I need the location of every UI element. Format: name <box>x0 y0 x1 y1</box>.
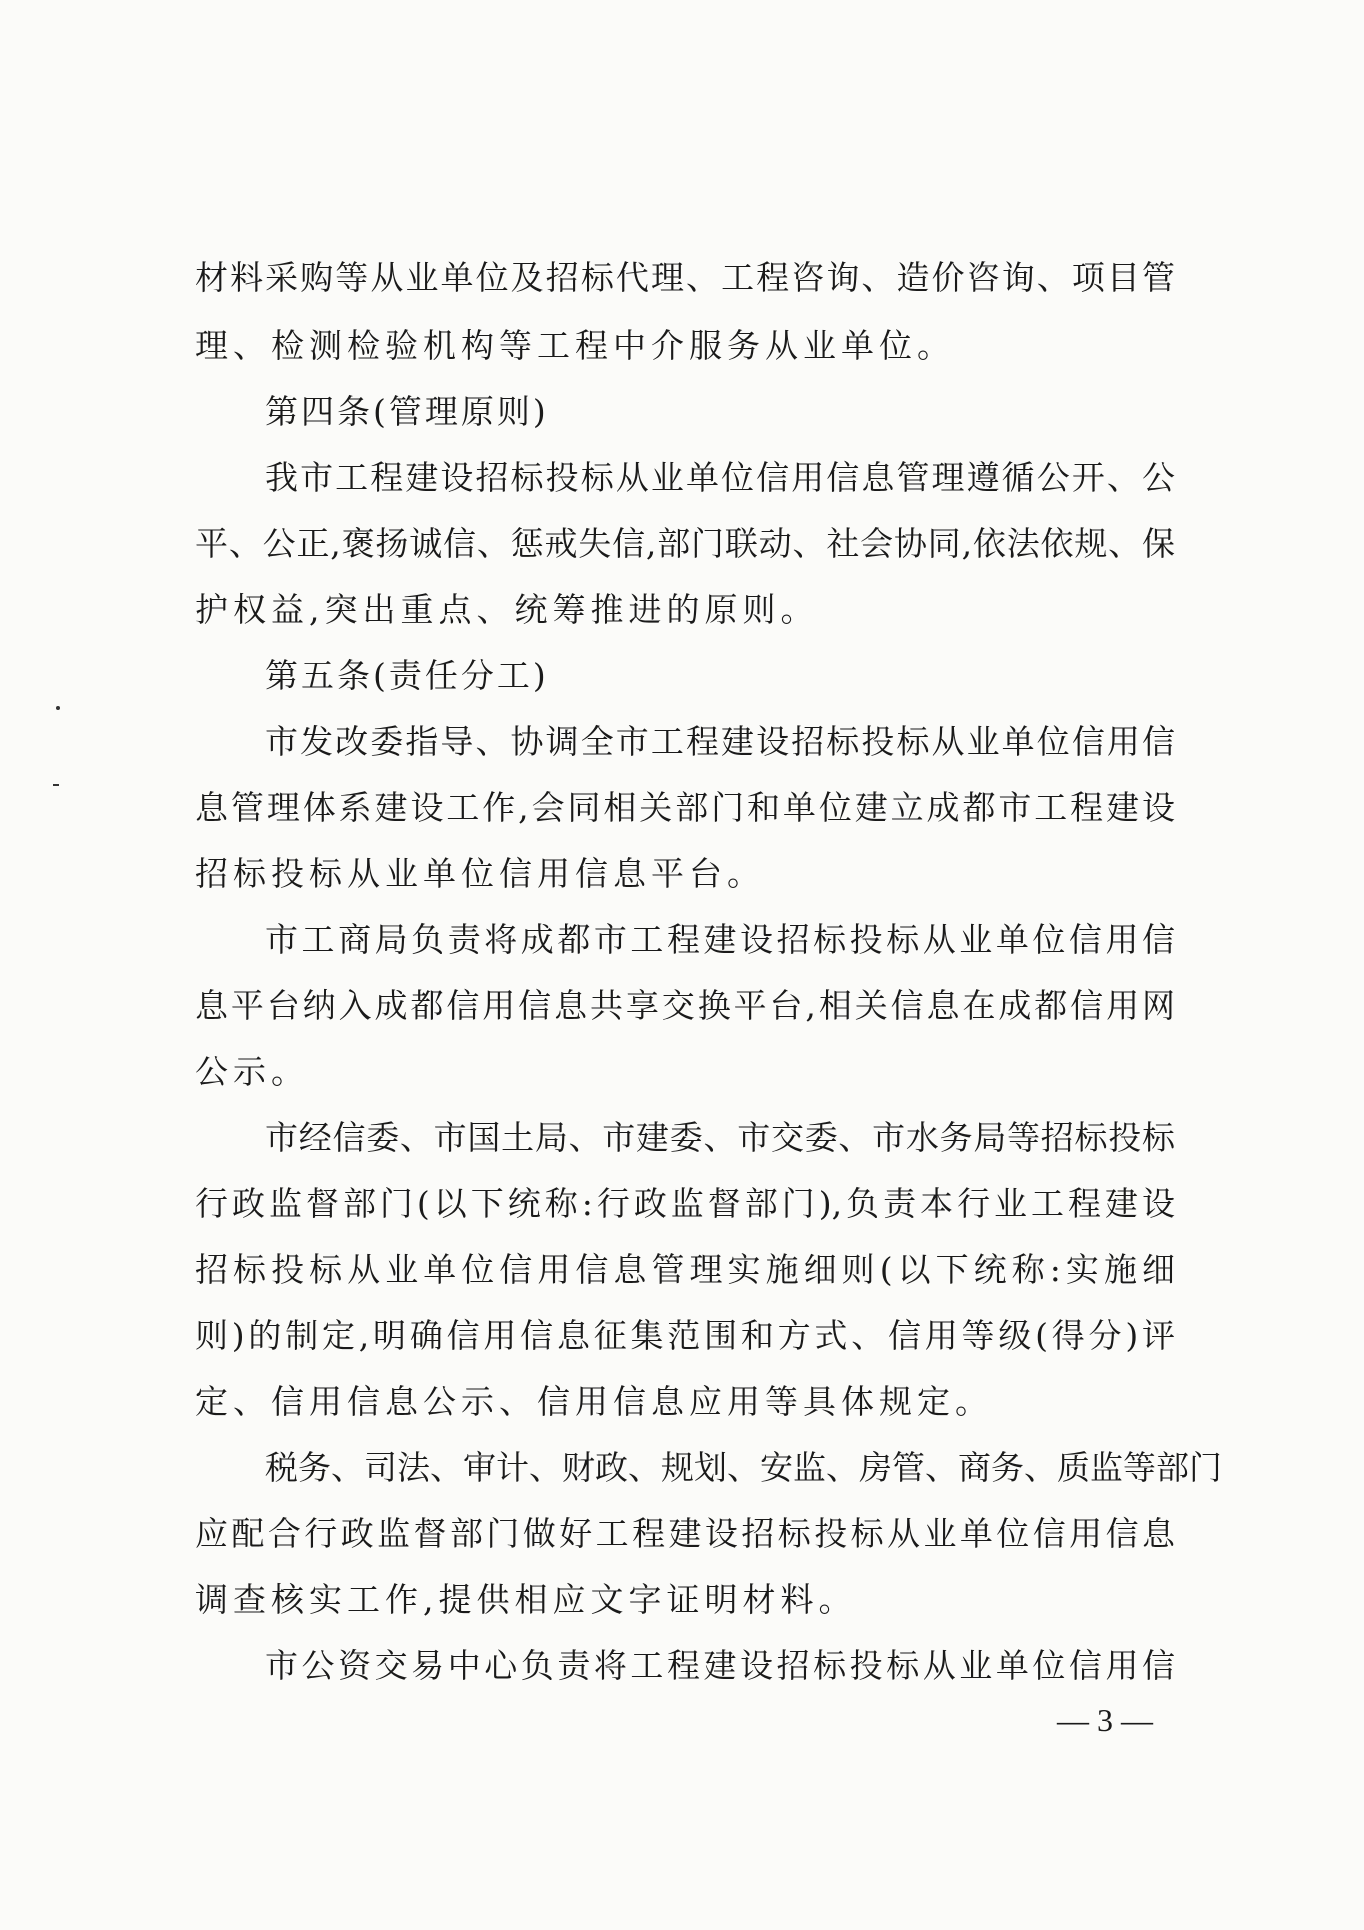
paragraph-line: 理、检测检验机构等工程中介服务从业单位。 <box>195 326 955 365</box>
page-number: — 3 — <box>1057 1702 1153 1738</box>
paragraph-line: 则)的制定,明确信用信息征集范围和方式、信用等级(得分)评 <box>195 1316 1175 1355</box>
paragraph-line: 息管理体系建设工作,会同相关部门和单位建立成都市工程建设 <box>195 788 1175 827</box>
paragraph-line: 市经信委、市国土局、市建委、市交委、市水务局等招标投标 <box>265 1118 1175 1157</box>
article-heading: 第四条(管理原则) <box>265 392 549 431</box>
paragraph-line: 市工商局负责将成都市工程建设招标投标从业单位信用信 <box>265 920 1175 959</box>
paragraph-line: 平、公正,褒扬诚信、惩戒失信,部门联动、社会协同,依法依规、保 <box>195 524 1175 563</box>
scan-speck <box>53 784 59 786</box>
paragraph-line: 招标投标从业单位信用信息平台。 <box>195 854 765 893</box>
paragraph-line: 护权益,突出重点、统筹推进的原则。 <box>195 590 819 629</box>
paragraph-line: 行政监督部门(以下统称:行政监督部门),负责本行业工程建设 <box>195 1184 1175 1223</box>
paragraph-line: 定、信用信息公示、信用信息应用等具体规定。 <box>195 1382 993 1421</box>
paragraph-line: 招标投标从业单位信用信息管理实施细则(以下统称:实施细 <box>195 1250 1175 1289</box>
paragraph-line: 材料采购等从业单位及招标代理、工程咨询、造价咨询、项目管 <box>195 258 1175 297</box>
paragraph-line: 应配合行政监督部门做好工程建设招标投标从业单位信用信息 <box>195 1514 1175 1553</box>
paragraph-line: 调查核实工作,提供相应文字证明材料。 <box>195 1580 857 1619</box>
paragraph-line: 市公资交易中心负责将工程建设招标投标从业单位信用信 <box>265 1646 1175 1685</box>
paragraph-line: 我市工程建设招标投标从业单位信用信息管理遵循公开、公 <box>265 458 1175 497</box>
scan-speck <box>56 706 60 710</box>
paragraph-line: 市发改委指导、协调全市工程建设招标投标从业单位信用信 <box>265 722 1175 761</box>
paragraph-line: 公示。 <box>195 1052 309 1091</box>
paragraph-line: 税务、司法、审计、财政、规划、安监、房管、商务、质监等部门 <box>265 1448 1222 1487</box>
paragraph-line: 息平台纳入成都信用信息共享交换平台,相关信息在成都信用网 <box>195 986 1175 1025</box>
article-heading: 第五条(责任分工) <box>265 656 549 695</box>
